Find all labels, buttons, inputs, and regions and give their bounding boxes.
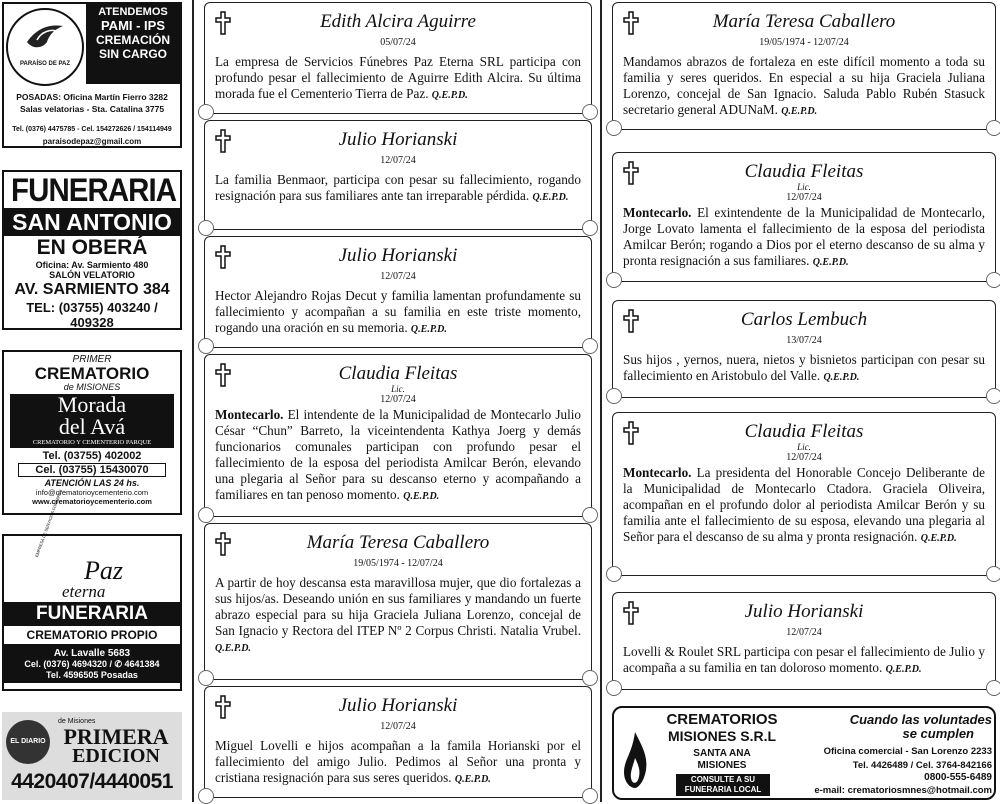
diario-small: de Misiones <box>58 718 96 725</box>
crematorios-office: Oficina comercial - San Lorenzo 2233 <box>823 746 992 757</box>
paz-small-text: EMPRESA DE SERVICIOS FÚNEBRES <box>34 488 64 558</box>
deceased-title: Lic. <box>391 384 405 394</box>
paz-l1: FUNERARIA <box>4 602 180 626</box>
obituary-lead: Montecarlo. <box>623 465 692 480</box>
cross-icon <box>215 11 231 35</box>
obituary-body: Sus hijos , yernos, nuera, nietos y bisnietos participan con pesar su fallecimiento en Aristobulo del Valle. <box>623 352 985 383</box>
obituary-body: Miguel Lovelli e hijos acompañan a la famila Horianski por el fallecimiento del amigo Julio. Pedimos al Señor una pronta y cristiana resignación para sus seres queridos. <box>215 738 581 785</box>
crematorios-slogan2: se cumplen <box>902 726 974 741</box>
morada-l8: Cel. (03755) 15430070 <box>18 463 166 477</box>
column-divider-right <box>600 0 602 802</box>
deceased-name: Julio Horianski <box>338 695 458 716</box>
paz-l3: Av. Lavalle 5683 <box>53 648 131 659</box>
qepd: Q.E.P.D. <box>812 257 849 268</box>
qepd: Q.E.P.D. <box>920 533 957 544</box>
morada-l11: www.crematorioycementerio.com <box>32 497 152 506</box>
qepd: Q.E.P.D. <box>454 774 491 785</box>
obituary-card <box>612 412 996 576</box>
deceased-name: Julio Horianski <box>338 129 458 150</box>
obituary-card <box>204 2 592 114</box>
crematorios-email: e-mail: crematoriosmnes@hotmail.com <box>814 785 992 796</box>
obituary-date: 12/07/24 <box>380 271 416 282</box>
paz-contact <box>4 645 180 683</box>
cross-icon <box>623 161 639 185</box>
cross-icon <box>623 421 639 445</box>
deceased-name: Claudia Fleitas <box>338 363 458 384</box>
paraiso-line3: SIN CARGO <box>98 47 167 61</box>
deceased-name: Julio Horianski <box>744 601 864 622</box>
ad-paraiso-de-paz <box>2 2 182 148</box>
obituary-lead: Montecarlo. <box>623 205 692 220</box>
ad-san-antonio <box>2 170 182 330</box>
diario-l1: PRIMERA <box>63 724 169 749</box>
obituary-body: Mandamos abrazos de fortaleza en este difícil momento a toda su familia y seres queridos. En especial a su hija Graciela Juliana Lorenzo, concejal de San Ignacio. Saluda Pablo Rubén Stasuck secretario general ADUNaM. <box>623 54 985 117</box>
sanantonio-l6: AV. SARMIENTO 384 <box>14 281 170 298</box>
morada-l10: info@crematorioycementerio.com <box>35 488 149 497</box>
obituary-date: 19/05/1974 - 12/07/24 <box>353 558 443 569</box>
obituary-card <box>204 236 592 348</box>
deceased-name: Julio Horianski <box>338 245 458 266</box>
paraiso-tel: Tel. (0376) 4475785 - Cel. 154272626 / 154114949 <box>12 126 172 133</box>
obituary-date: 12/07/24 <box>786 627 822 638</box>
paraiso-header: ATENDEMOS <box>98 6 168 18</box>
obituary-text <box>215 738 581 788</box>
column-divider-left <box>192 0 194 802</box>
obituary-card <box>204 120 592 230</box>
obituary-card <box>612 300 996 398</box>
cross-icon <box>623 11 639 35</box>
qepd: Q.E.P.D. <box>823 372 860 383</box>
qepd: Q.E.P.D. <box>431 90 468 101</box>
qepd: Q.E.P.D. <box>410 324 447 335</box>
sanantonio-l4: Oficina: Av. Sarmiento 480 <box>35 260 149 270</box>
obituary-body: A partir de hoy descansa esta maravillosa mujer, que dio fortalezas a sus hijos/as. Deseando unión en sus familiares y mandando un fuerte abrazo especial para su hija Graciela Juliana Lorenzo, concejal de San Ignacio y Rectora del ITEP Nº 2 Corpus Christi. Natalia Vrubel. <box>215 575 581 638</box>
obituary-text <box>215 575 581 657</box>
paz-l5: Tel. 4596505 Posadas <box>46 670 138 680</box>
morada-l3: de MISIONES <box>63 382 121 392</box>
diario-l2: EDICION <box>72 745 160 767</box>
obituary-card <box>204 523 592 680</box>
diario-logo-text: EL DIARIO <box>10 738 46 745</box>
crematorios-free: 0800-555-6489 <box>924 772 992 783</box>
cross-icon <box>215 245 231 269</box>
ad-crematorios-misiones <box>612 706 996 800</box>
crematorios-l4: MISIONES <box>697 760 747 771</box>
obituary-text <box>215 54 581 104</box>
obituary-text <box>215 288 581 338</box>
crematorios-l3: SANTA ANA <box>693 748 751 759</box>
cross-icon <box>215 363 231 387</box>
paraiso-email: paraisodepaz@gmail.com <box>42 137 142 146</box>
obituary-card <box>204 686 592 798</box>
obituary-text <box>623 644 985 678</box>
deceased-name: Carlos Lembuch <box>740 309 868 330</box>
paz-logo1: Paz <box>84 556 123 585</box>
paz-l2: CREMATORIO PROPIO <box>4 626 180 645</box>
obituary-date: 12/07/24 <box>786 452 822 463</box>
deceased-name: María Teresa Caballero <box>712 11 896 32</box>
cross-icon <box>215 129 231 153</box>
ads-sidebar <box>0 0 186 802</box>
obituary-body: La empresa de Servicios Fúnebres Paz Eterna SRL participa con profundo pesar el fallecimiento de Aguirre Edith Alcira. Su última morada fue el Cementerio Tierra de Paz. <box>215 54 581 101</box>
morada-l9: ATENCIÓN LAS 24 hs. <box>44 478 140 488</box>
obituary-text <box>623 352 985 386</box>
qepd: Q.E.P.D. <box>885 664 922 675</box>
deceased-name: María Teresa Caballero <box>306 532 490 553</box>
obituary-card <box>204 354 592 517</box>
cross-icon <box>623 601 639 625</box>
obituary-date: 19/05/1974 - 12/07/24 <box>759 37 849 48</box>
obituary-text <box>215 407 581 505</box>
crematorios-consult-box <box>676 774 770 796</box>
paz-l4: Cel. (0376) 4694320 / ✆ 4641384 <box>24 659 160 669</box>
crematorios-l2: MISIONES S.R.L <box>667 728 777 744</box>
deceased-title: Lic. <box>797 442 811 452</box>
morada-l5: del Avá <box>58 414 126 439</box>
obituary-body: Lovelli & Roulet SRL participa con pesar el fallecimiento de Julio y acompaña a su familia en tan doloroso momento. <box>623 644 985 675</box>
qepd: Q.E.P.D. <box>781 106 818 117</box>
obituary-card <box>612 592 996 690</box>
ad-primera-edicion <box>2 712 182 800</box>
paraiso-posadas: POSADAS: Oficina Martín Fierro 3282 <box>16 92 168 102</box>
obituary-body: Hector Alejandro Rojas Decut y familia lamentan profundamente su fallecimiento y acompañan a su familia en este triste momento, rogando una oración en su memoria. <box>215 288 581 335</box>
obituary-text <box>623 54 985 120</box>
qepd: Q.E.P.D. <box>215 643 251 654</box>
obituary-lead: Montecarlo. <box>215 407 284 422</box>
cross-icon <box>215 532 231 556</box>
morada-l1: PRIMER <box>72 354 112 365</box>
sanantonio-l2: SAN ANTONIO <box>4 208 180 236</box>
deceased-name: Claudia Fleitas <box>744 421 864 442</box>
cross-icon <box>623 309 639 333</box>
sanantonio-l7: TEL: (03755) 403240 / 409328 <box>26 300 158 330</box>
obituary-body: El intendente de la Municipalidad de Montecarlo Julio César “Chun” Barreto, la viceintendenta Kathya Joerg y demás funcionarios comunales participan con profundo pesar el fallecimiento de la esposa del periodista Amilcar Berón, elevando una plegaria al Señor para su descanso eterno y acompañando a familiares en tan penoso momento. <box>215 407 581 502</box>
crematorios-slogan1: Cuando las voluntades <box>849 712 992 727</box>
obituary-date: 12/07/24 <box>380 155 416 166</box>
paraiso-logo <box>6 8 84 86</box>
morada-l2: CREMATORIO <box>34 364 150 383</box>
obituary-body: La familia Benmaor, participa con pesar su fallecimiento, rogando resignación para sus familiares ante tan irreparable pérdida. <box>215 172 581 203</box>
dove-icon <box>23 22 67 56</box>
crematorios-tel: Tel. 4426489 / Cel. 3764-842166 <box>852 760 992 771</box>
sanantonio-l5: SALÓN VELATORIO <box>49 270 135 280</box>
paraiso-line4: Nuevas instalaciones <box>87 70 179 80</box>
obituary-text <box>623 465 985 547</box>
diario-logo <box>6 720 50 764</box>
morada-l4: Morada <box>57 392 127 417</box>
diario-phone: 4420407/4440051 <box>11 770 173 793</box>
crematorios-l5: CONSULTE A SU <box>690 775 756 784</box>
deceased-name: Edith Alcira Aguirre <box>320 11 476 32</box>
obituary-date: 05/07/24 <box>380 37 416 48</box>
crematorios-l1: CREMATORIOS <box>666 711 778 728</box>
deceased-title: Lic. <box>797 182 811 192</box>
qepd: Q.E.P.D. <box>532 192 569 203</box>
obituary-date: 12/07/24 <box>380 721 416 732</box>
morada-l7: Tel. (03755) 402002 <box>42 450 142 462</box>
paraiso-line2: CREMACIÓN <box>96 33 170 47</box>
obituary-text <box>215 172 581 206</box>
obituary-card <box>612 152 996 282</box>
morada-l6: CREMATORIO Y CEMENTERIO PARQUE <box>32 439 152 446</box>
crematorios-l6: FUNERARIA LOCAL <box>684 785 762 794</box>
obituary-body: El exintendente de la Municipalidad de Montecarlo, Jorge Lovato lamenta el fallecimiento de la esposa del periodista Amilcar Berón; rogando a Dios por el eterno descanso de su alma y pronta resignación a sus familiares. <box>623 205 986 268</box>
flame-icon <box>620 730 650 790</box>
obituary-date: 13/07/24 <box>786 335 822 346</box>
obituary-card <box>612 2 996 130</box>
paraiso-line1: PAMI - IPS <box>100 18 166 33</box>
paraiso-logo-text: PARAÍSO DE PAZ <box>19 61 71 67</box>
obituary-body: La presidenta del Honorable Concejo Deliberante de la Municipalidad de Montecarlo Ctadora. Graciela Oliveira, acompañan en el profundo dolor al periodista Amilcar Berón y su familia ante el fallecimiento de su esposa, elevando una plegaria al Señor para el descanso de su alma y pronta resignación. <box>623 465 985 544</box>
qepd: Q.E.P.D. <box>403 491 440 502</box>
paraiso-salas: Salas velatorias - Sta. Catalina 3775 <box>19 104 165 114</box>
obituary-date: 12/07/24 <box>786 192 822 203</box>
obituary-date: 12/07/24 <box>380 394 416 405</box>
obituary-text <box>623 205 985 271</box>
ad-morada-del-ava <box>2 350 182 515</box>
paz-logo2: eterna <box>62 582 106 601</box>
cross-icon <box>215 695 231 719</box>
deceased-name: Claudia Fleitas <box>744 161 864 182</box>
morada-logo-box <box>10 394 174 448</box>
sanantonio-l1: FUNERARIA <box>11 172 177 208</box>
sanantonio-l3: EN OBERÁ <box>36 236 148 259</box>
